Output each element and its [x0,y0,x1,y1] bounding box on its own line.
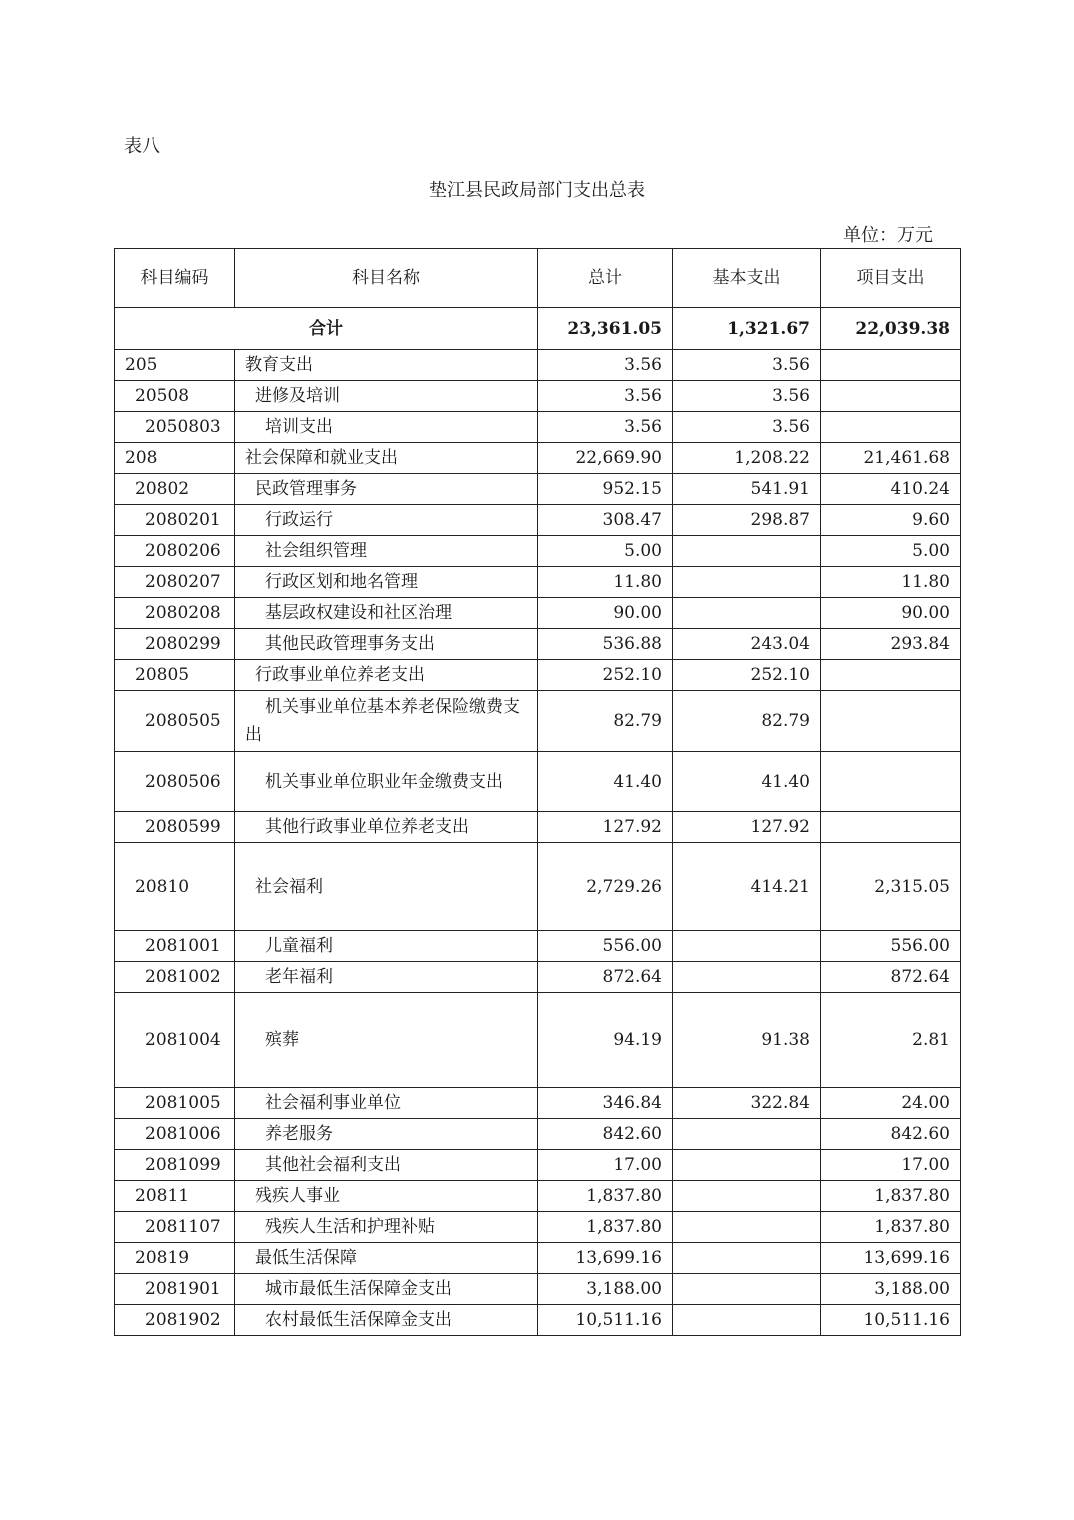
table-row [115,443,961,474]
row-total: 252.10 [538,660,673,691]
row-project: 293.84 [821,629,961,660]
table-row [115,1181,961,1212]
page-title: 垫江县民政局部门支出总表 [429,180,645,201]
row-name: 城市最低生活保障金支出 [235,1274,538,1305]
table-row [115,1088,961,1119]
row-basic: 82.79 [673,691,821,752]
row-basic [673,1274,821,1305]
column-header-code: 科目编码 [115,249,235,308]
row-total: 346.84 [538,1088,673,1119]
total-row [115,308,961,350]
row-project: 410.24 [821,474,961,505]
row-project: 9.60 [821,505,961,536]
table-row [115,1212,961,1243]
row-project [821,660,961,691]
row-name: 培训支出 [235,412,538,443]
table-row [115,350,961,381]
row-project [821,752,961,812]
row-project: 10,511.16 [821,1305,961,1336]
row-name: 教育支出 [235,350,538,381]
row-project: 1,837.80 [821,1212,961,1243]
row-code: 2080506 [115,752,235,812]
header-row [115,249,961,308]
row-total: 556.00 [538,931,673,962]
row-code: 2080299 [115,629,235,660]
row-name: 其他民政管理事务支出 [235,629,538,660]
table-row [115,660,961,691]
row-basic [673,1212,821,1243]
row-basic [673,1305,821,1336]
row-basic [673,567,821,598]
column-header-name: 科目名称 [235,249,538,308]
row-total: 5.00 [538,536,673,567]
row-project: 21,461.68 [821,443,961,474]
table-row [115,474,961,505]
row-project: 556.00 [821,931,961,962]
row-name: 其他社会福利支出 [235,1150,538,1181]
row-name: 养老服务 [235,1119,538,1150]
row-code: 208 [115,443,235,474]
row-basic: 298.87 [673,505,821,536]
row-project [821,812,961,843]
total-label: 合计 [115,308,538,350]
row-code: 2050803 [115,412,235,443]
table-row [115,993,961,1088]
row-basic: 3.56 [673,350,821,381]
row-total: 3.56 [538,412,673,443]
table-row [115,931,961,962]
table-row [115,505,961,536]
row-project [821,350,961,381]
row-basic: 1,208.22 [673,443,821,474]
total-sum: 23,361.05 [538,308,673,350]
row-name: 其他行政事业单位养老支出 [235,812,538,843]
row-name: 最低生活保障 [235,1243,538,1274]
row-code: 20508 [115,381,235,412]
row-total: 1,837.80 [538,1181,673,1212]
row-total: 41.40 [538,752,673,812]
row-code: 2081005 [115,1088,235,1119]
column-header-basic: 基本支出 [673,249,821,308]
row-total: 3,188.00 [538,1274,673,1305]
table-body [115,350,961,1336]
row-name: 行政区划和地名管理 [235,567,538,598]
total-basic: 1,321.67 [673,308,821,350]
row-name: 老年福利 [235,962,538,993]
row-code: 2081002 [115,962,235,993]
table-row [115,598,961,629]
row-total: 82.79 [538,691,673,752]
table-row [115,962,961,993]
table-row [115,691,961,752]
row-project: 5.00 [821,536,961,567]
row-total: 94.19 [538,993,673,1088]
table-row [115,752,961,812]
row-code: 2081001 [115,931,235,962]
row-basic: 127.92 [673,812,821,843]
row-name: 残疾人事业 [235,1181,538,1212]
row-basic: 243.04 [673,629,821,660]
row-name: 机关事业单位基本养老保险缴费支出 [235,691,538,752]
row-project: 13,699.16 [821,1243,961,1274]
row-basic [673,1243,821,1274]
row-code: 20819 [115,1243,235,1274]
column-header-project: 项目支出 [821,249,961,308]
table-row [115,812,961,843]
row-total: 17.00 [538,1150,673,1181]
row-name: 儿童福利 [235,931,538,962]
column-header-total: 总计 [538,249,673,308]
row-project: 17.00 [821,1150,961,1181]
row-project [821,412,961,443]
row-code: 2080201 [115,505,235,536]
row-total: 22,669.90 [538,443,673,474]
row-basic [673,931,821,962]
row-code: 2081006 [115,1119,235,1150]
table-row [115,381,961,412]
table-row [115,843,961,931]
row-project: 90.00 [821,598,961,629]
table-row [115,1150,961,1181]
row-basic: 541.91 [673,474,821,505]
table-row [115,629,961,660]
table-row [115,1305,961,1336]
row-code: 2080206 [115,536,235,567]
row-name: 社会福利事业单位 [235,1088,538,1119]
row-project [821,381,961,412]
row-basic [673,962,821,993]
row-name: 基层政权建设和社区治理 [235,598,538,629]
row-basic: 91.38 [673,993,821,1088]
row-name: 社会保障和就业支出 [235,443,538,474]
row-total: 2,729.26 [538,843,673,931]
table-number-label: 表八 [124,136,160,157]
row-basic: 3.56 [673,412,821,443]
table-row [115,1274,961,1305]
row-code: 2081902 [115,1305,235,1336]
row-code: 20802 [115,474,235,505]
row-total: 3.56 [538,381,673,412]
row-code: 2081107 [115,1212,235,1243]
row-basic [673,1181,821,1212]
row-basic: 322.84 [673,1088,821,1119]
row-project: 24.00 [821,1088,961,1119]
row-project: 3,188.00 [821,1274,961,1305]
row-code: 205 [115,350,235,381]
row-total: 3.56 [538,350,673,381]
row-total: 11.80 [538,567,673,598]
table-row [115,1243,961,1274]
row-basic: 414.21 [673,843,821,931]
row-total: 1,837.80 [538,1212,673,1243]
row-project: 1,837.80 [821,1181,961,1212]
row-project: 11.80 [821,567,961,598]
row-project: 872.64 [821,962,961,993]
row-name: 殡葬 [235,993,538,1088]
row-total: 90.00 [538,598,673,629]
row-basic: 3.56 [673,381,821,412]
row-code: 2081099 [115,1150,235,1181]
row-code: 2080599 [115,812,235,843]
row-project: 842.60 [821,1119,961,1150]
table-row [115,412,961,443]
table-row [115,536,961,567]
row-total: 10,511.16 [538,1305,673,1336]
row-code: 2081004 [115,993,235,1088]
row-name: 农村最低生活保障金支出 [235,1305,538,1336]
row-name: 社会组织管理 [235,536,538,567]
total-project: 22,039.38 [821,308,961,350]
row-name: 行政运行 [235,505,538,536]
row-code: 20810 [115,843,235,931]
expenditure-table [114,248,961,1336]
row-name: 社会福利 [235,843,538,931]
row-basic [673,1119,821,1150]
row-total: 13,699.16 [538,1243,673,1274]
table-row [115,1119,961,1150]
row-name: 残疾人生活和护理补贴 [235,1212,538,1243]
row-basic [673,1150,821,1181]
row-basic: 41.40 [673,752,821,812]
row-total: 842.60 [538,1119,673,1150]
row-name: 进修及培训 [235,381,538,412]
row-project [821,691,961,752]
row-name: 行政事业单位养老支出 [235,660,538,691]
row-total: 952.15 [538,474,673,505]
row-total: 536.88 [538,629,673,660]
row-name: 机关事业单位职业年金缴费支出 [235,752,538,812]
row-code: 20805 [115,660,235,691]
row-name: 民政管理事务 [235,474,538,505]
row-basic [673,598,821,629]
row-project: 2.81 [821,993,961,1088]
row-code: 2080207 [115,567,235,598]
table-row [115,567,961,598]
row-total: 308.47 [538,505,673,536]
row-code: 2080505 [115,691,235,752]
row-code: 2081901 [115,1274,235,1305]
row-code: 2080208 [115,598,235,629]
row-project: 2,315.05 [821,843,961,931]
row-code: 20811 [115,1181,235,1212]
row-total: 872.64 [538,962,673,993]
row-basic: 252.10 [673,660,821,691]
row-total: 127.92 [538,812,673,843]
unit-label: 单位：万元 [843,225,933,246]
row-basic [673,536,821,567]
